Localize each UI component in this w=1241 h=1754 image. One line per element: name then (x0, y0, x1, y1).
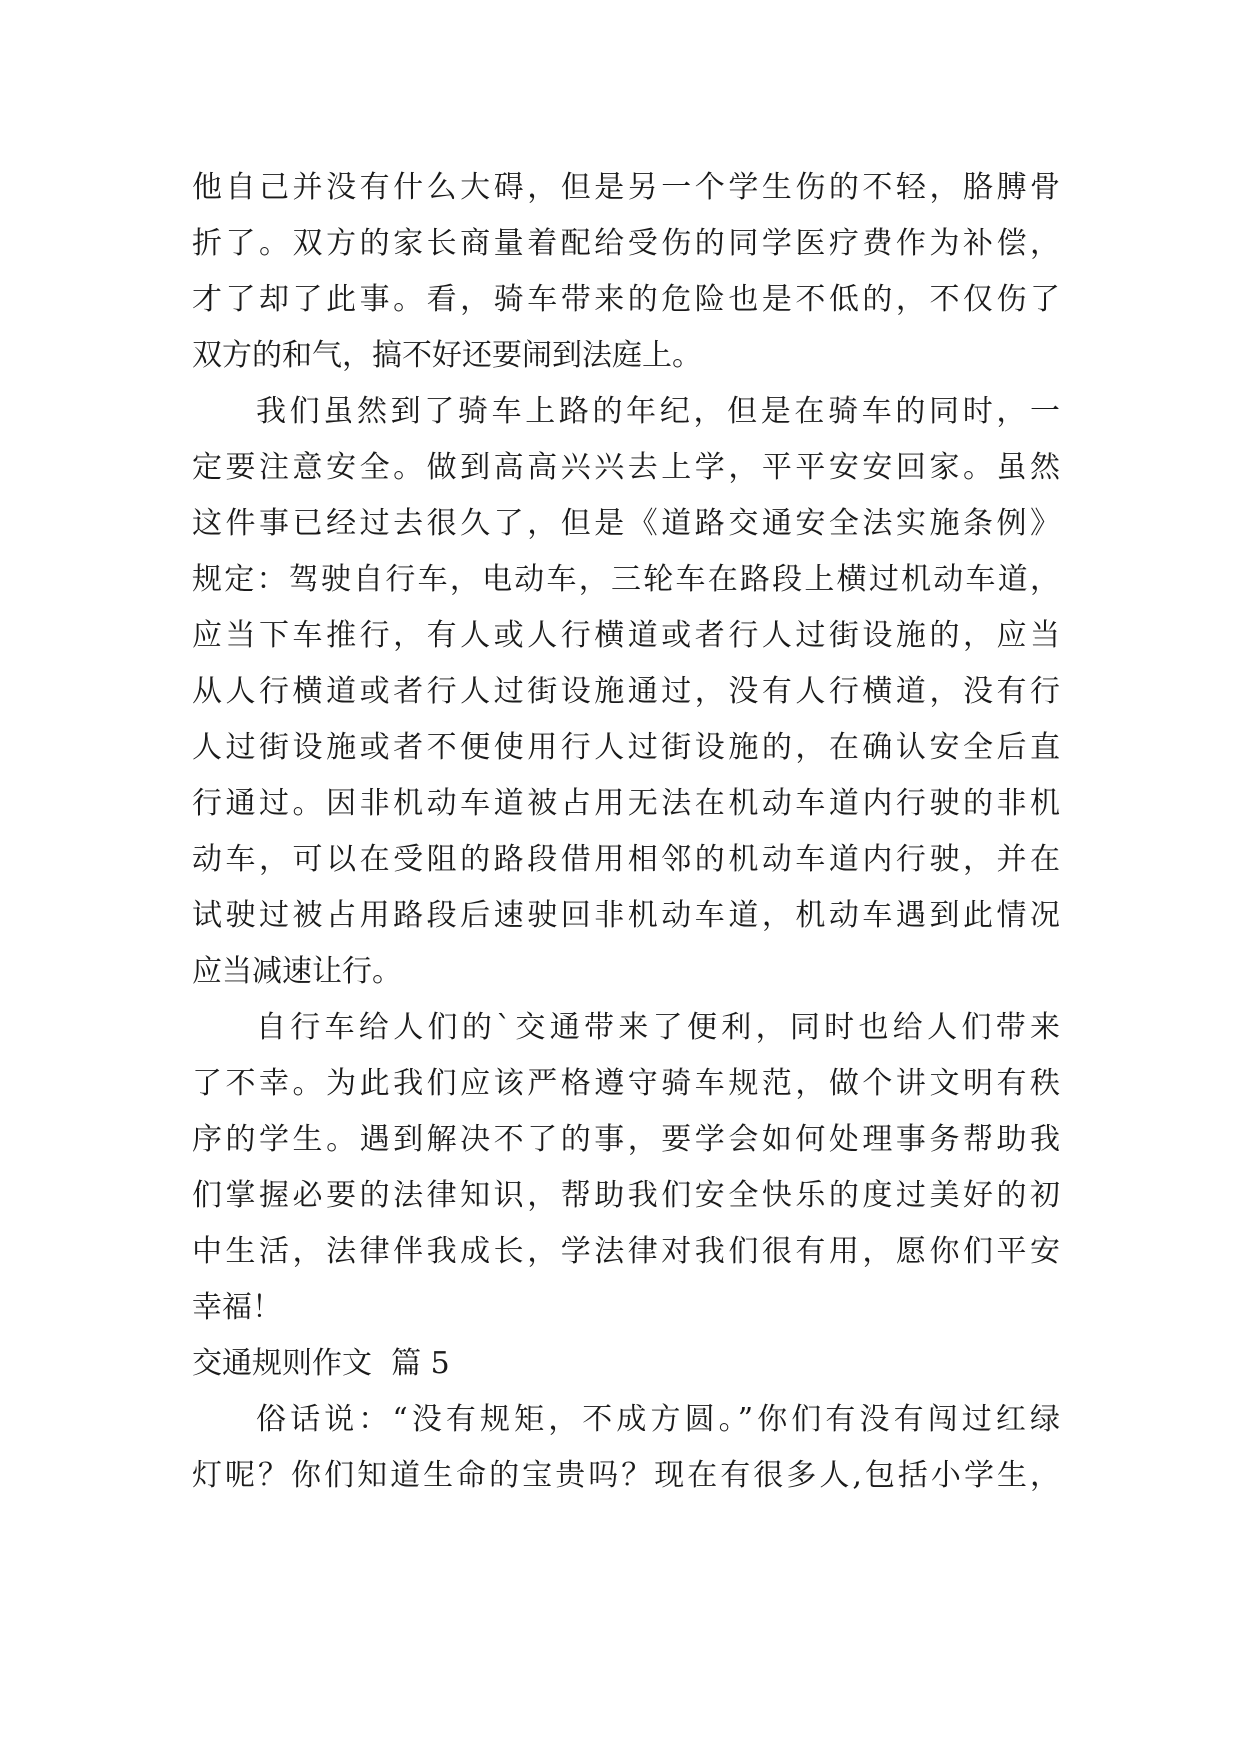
text-line: 俗话说：“没有规矩，不成方圆。”你们有没有闯过红绿 (256, 1402, 1060, 1437)
text-line: 幸福！ (192, 1290, 282, 1325)
text-line: 自行车给人们的`交通带来了便利，同时也给人们带来 (256, 1010, 1060, 1045)
text-line: 了不幸。为此我们应该严格遵守骑车规范，做个讲文明有秩 (192, 1066, 1060, 1101)
text-line: 才了却了此事。看，骑车带来的危险也是不低的，不仅伤了 (192, 282, 1060, 317)
text-line: 这件事已经过去很久了，但是《道路交通安全法实施条例》 (192, 506, 1060, 541)
text-line: 中生活，法律伴我成长，学法律对我们很有用，愿你们平安 (192, 1234, 1060, 1269)
paragraph (192, 1000, 1060, 1336)
text-line: 应当下车推行，有人或人行横道或者行人过街设施的，应当 (192, 618, 1060, 653)
text-line: 定要注意安全。做到高高兴兴去上学，平平安安回家。虽然 (192, 450, 1060, 485)
text-line: 行通过。因非机动车道被占用无法在机动车道内行驶的非机 (192, 786, 1060, 821)
text-line: 动车，可以在受阻的路段借用相邻的机动车道内行驶，并在 (192, 842, 1060, 877)
text-line: 折了。双方的家长商量着配给受伤的同学医疗费作为补偿， (192, 226, 1060, 261)
document-body (192, 160, 1060, 1504)
text-line: 人过街设施或者不便使用行人过街设施的，在确认安全后直 (192, 730, 1060, 765)
text-line: 们掌握必要的法律知识，帮助我们安全快乐的度过美好的初 (192, 1178, 1060, 1213)
paragraph (192, 384, 1060, 1000)
paragraph (192, 1392, 1060, 1504)
text-line: 序的学生。遇到解决不了的事，要学会如何处理事务帮助我 (192, 1122, 1060, 1157)
paragraph (192, 160, 1060, 384)
text-line: 他自己并没有什么大碍，但是另一个学生伤的不轻，胳膊骨 (192, 170, 1060, 205)
text-line: 试驶过被占用路段后速驶回非机动车道，机动车遇到此情况 (192, 898, 1060, 933)
text-line: 灯呢？你们知道生命的宝贵吗？现在有很多人,包括小学生， (192, 1458, 1060, 1493)
text-line: 规定：驾驶自行车，电动车，三轮车在路段上横过机动车道， (192, 562, 1060, 597)
text-line: 我们虽然到了骑车上路的年纪，但是在骑车的同时，一 (256, 394, 1060, 429)
text-line: 双方的和气，搞不好还要闹到法庭上。 (192, 338, 702, 373)
section-heading: 交通规则作文 篇 5 (192, 1346, 450, 1381)
text-line: 从人行横道或者行人过街设施通过，没有人行横道，没有行 (192, 674, 1060, 709)
text-line: 应当减速让行。 (192, 954, 402, 989)
